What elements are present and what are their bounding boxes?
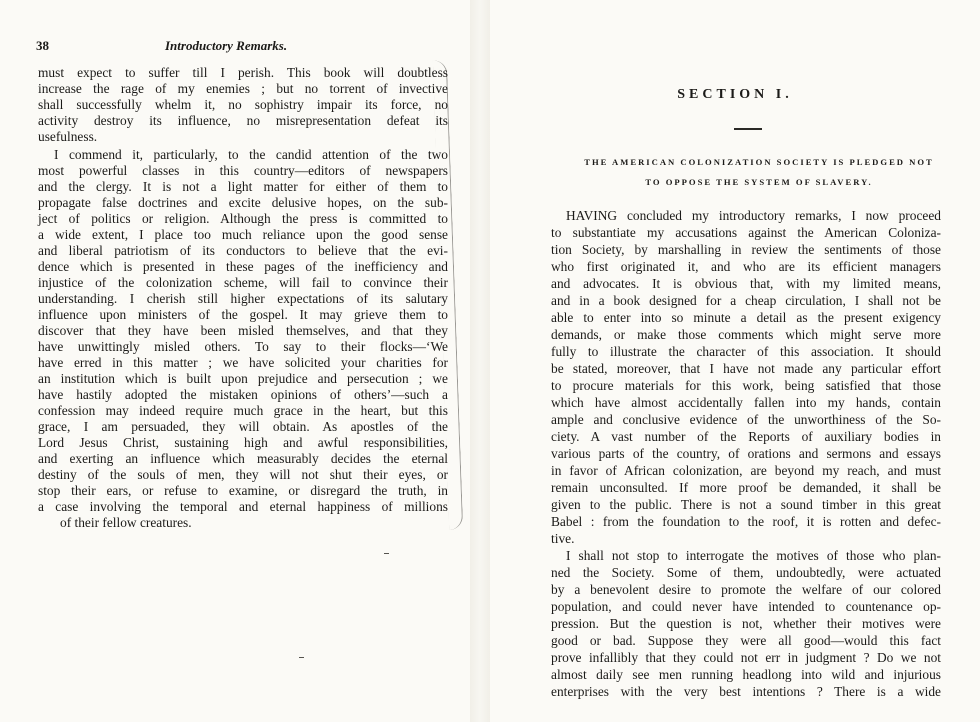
text-line: by a benevolent desire to promote the welfare of our colored [551,582,941,597]
text-line: must expect to suffer till I perish. This book will doubtless [38,65,448,80]
left-page [0,0,470,722]
text-line: and liberal patriotism of its conductors to believe that the evi- [38,243,448,258]
text-line: I shall not stop to interrogate the motives of those who plan- [566,548,941,563]
text-line: ject of politics or religion. Although the press is committed to [38,211,448,226]
section-subheading: THE AMERICAN COLONIZATION SOCIETY IS PLEDGED NOT [584,157,934,167]
text-line: usefulness. [38,129,98,144]
text-line: tion Society, by marshalling in review the sentiments of those [551,242,941,257]
text-line: have erred in this matter ; we have solicited your charities for [38,355,448,370]
text-line: demands, or make those comments which might serve more [551,327,941,342]
smudge [384,553,389,554]
text-line: almost daily see men running headlong into wild and injurious [551,667,941,682]
section-subheading: TO OPPOSE THE SYSTEM OF SLAVERY. [645,177,873,187]
text-line: fully to illustrate the character of this association. It should [551,344,941,359]
text-line: stop their ears, or refuse to examine, or disregard the truth, in [38,483,448,498]
text-line: pression. But the question is not, whether their motives were [551,616,941,631]
section-rule [734,128,762,130]
text-line: remain unconsulted. If more proof be demanded, it shall be [551,480,941,495]
running-head: Introductory Remarks. [165,38,288,53]
section-heading: SECTION I. [677,87,793,102]
text-line: discover that they have been misled themselves, and that they [38,323,448,338]
text-line: tive. [551,531,575,546]
text-line: destiny of the souls of men, they will not shut their eyes, or [38,467,448,482]
text-line: be stated, moreover, that I have not made any particular effort [551,361,941,376]
text-line: have unwittingly misled others. To say to their flocks—‘We [38,339,448,354]
page-number: 38 [36,38,49,53]
text-line: given to the public. There is not a sound timber in this great [551,497,941,512]
text-line: increase the rage of my enemies ; but no torrent of invective [38,81,448,96]
text-line: and exerting an influence which measurably decides the eternal [38,451,448,466]
text-line: most powerful classes in this country—editors of newspapers [38,163,448,178]
text-line: confession may indeed require much grace in the heart, but this [38,403,448,418]
text-line: shall successfully whelm it, no sophistry impair its force, no [38,97,448,112]
text-line: population, and could never have intended to countenance op- [551,599,941,614]
text-line: ample and conclusive evidence of the unworthiness of the So- [551,412,941,427]
text-line: in favor of African colonization, are beyond my reach, and must [551,463,941,478]
text-line: able to enter into so minute a detail as the present exigency [551,310,941,325]
text-line: to procure materials for this work, being satisfied that those [551,378,941,393]
text-line: of their fellow creatures. [60,515,192,530]
text-line: influence upon ministers of the gospel. It may grieve them to [38,307,448,322]
text-line: prove infallibly that they could not err in judgment ? Do we not [551,650,941,665]
text-line: understanding. I cherish still higher expectations of its salutary [38,291,448,306]
text-line: which have almost accidentally fallen into my hands, contain [551,395,941,410]
text-line: Babel : from the foundation to the roof, it is rotten and defec- [551,514,941,529]
text-line: an institution which is built upon prejudice and persecution ; we [38,371,448,386]
text-line: and the clergy. It is not a light matter for either of them to [38,179,448,194]
text-line: who first originated it, and who are its efficient managers [551,259,941,274]
book-gutter [470,0,490,722]
text-line: ciety. A vast number of the Reports of auxiliary bodies in [551,429,941,444]
text-line: and in a book designed for a cheap circulation, I shall not be [551,293,941,308]
text-line: activity destroy its influence, no misrepresentation defeat its [38,113,448,128]
text-line: propagate false doctrines and excite delusive hopes, on the sub- [38,195,448,210]
text-line: have hastily adopted the mistaken opinions of others’—such a [38,387,448,402]
text-line: good or bad. Suppose they were all good—would this fact [551,633,941,648]
text-line: ned the Society. Some of them, undoubtedly, were actuated [551,565,941,580]
text-line: and advocates. It is obvious that, with my limited means, [551,276,941,291]
text-line: to substantiate my accusations against the American Coloniza- [551,225,941,240]
text-line: dence which is presented in these pages of the inefficiency and [38,259,448,274]
text-line: Lord Jesus Christ, sustaining high and awful responsibilities, [38,435,448,450]
text-line: enterprises with the very best intentions ? There is a wide [551,684,941,699]
text-line: a wide extent, I place too much reliance upon the good sense [38,227,448,242]
text-line: I commend it, particularly, to the candid attention of the two [54,147,448,162]
text-line: various parts of the country, of orations and sermons and essays [551,446,941,461]
text-line: HAVING concluded my introductory remarks, I now proceed [566,208,941,223]
text-line: injustice of the colonization scheme, will fail to convince their [38,275,448,290]
smudge [299,657,304,658]
text-line: grace, I am persuaded, they will obtain. As apostles of the [38,419,448,434]
text-line: a case involving the temporal and eternal happiness of millions [38,499,448,514]
